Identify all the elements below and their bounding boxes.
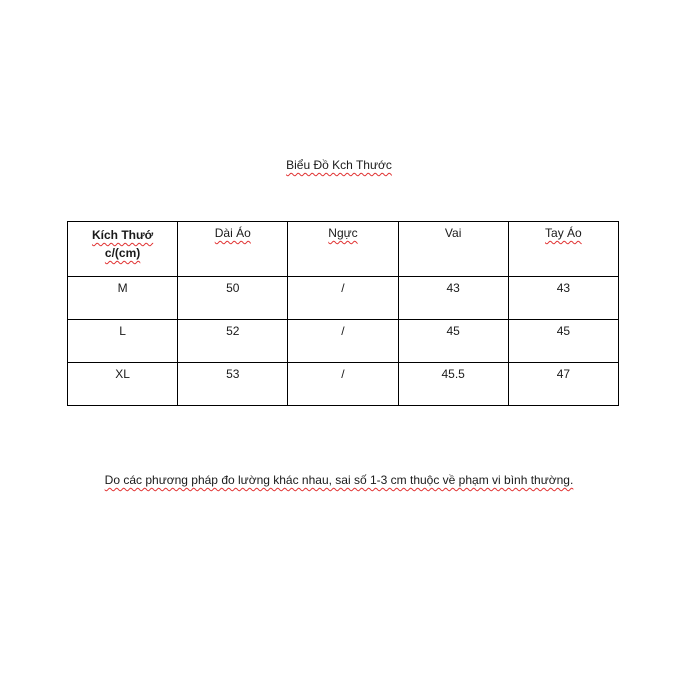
header-sleeve-text: Tay Áo — [545, 226, 582, 240]
table-cell: 45 — [508, 320, 618, 363]
table-cell: / — [288, 277, 398, 320]
table-cell: / — [288, 320, 398, 363]
table-cell: 45 — [398, 320, 508, 363]
table-row — [68, 277, 619, 320]
header-cell-chest — [288, 222, 398, 277]
header-size-line2: c/(cm) — [104, 246, 141, 260]
size-table — [67, 221, 619, 406]
header-chest-text: Ngực — [328, 226, 358, 240]
header-shoulder-text: Vai — [444, 226, 462, 240]
table-cell: / — [288, 363, 398, 406]
table-row — [68, 363, 619, 406]
table-cell: 53 — [178, 363, 288, 406]
table-cell: 45.5 — [398, 363, 508, 406]
header-cell-length — [178, 222, 288, 277]
table-cell: L — [68, 320, 178, 363]
header-size-line1: Kích Thướ — [91, 228, 154, 242]
table-cell: XL — [68, 363, 178, 406]
note-text: Do các phương pháp đo lường khác nhau, sai số 1-3 cm thuộc về phạm vi bình thường. — [104, 473, 574, 487]
header-length-text: Dài Áo — [214, 226, 251, 240]
table-cell: M — [68, 277, 178, 320]
title-text: Biểu Đồ Kch Thước — [286, 158, 392, 172]
table-cell: 47 — [508, 363, 618, 406]
header-cell-shoulder — [398, 222, 508, 277]
table-cell: 52 — [178, 320, 288, 363]
document-title — [0, 158, 678, 172]
table-cell: 43 — [508, 277, 618, 320]
table-cell: 50 — [178, 277, 288, 320]
header-cell-sleeve — [508, 222, 618, 277]
measurement-note — [0, 473, 678, 487]
header-cell-size — [68, 222, 178, 277]
table-cell: 43 — [398, 277, 508, 320]
table-row — [68, 320, 619, 363]
table-header-row — [68, 222, 619, 277]
